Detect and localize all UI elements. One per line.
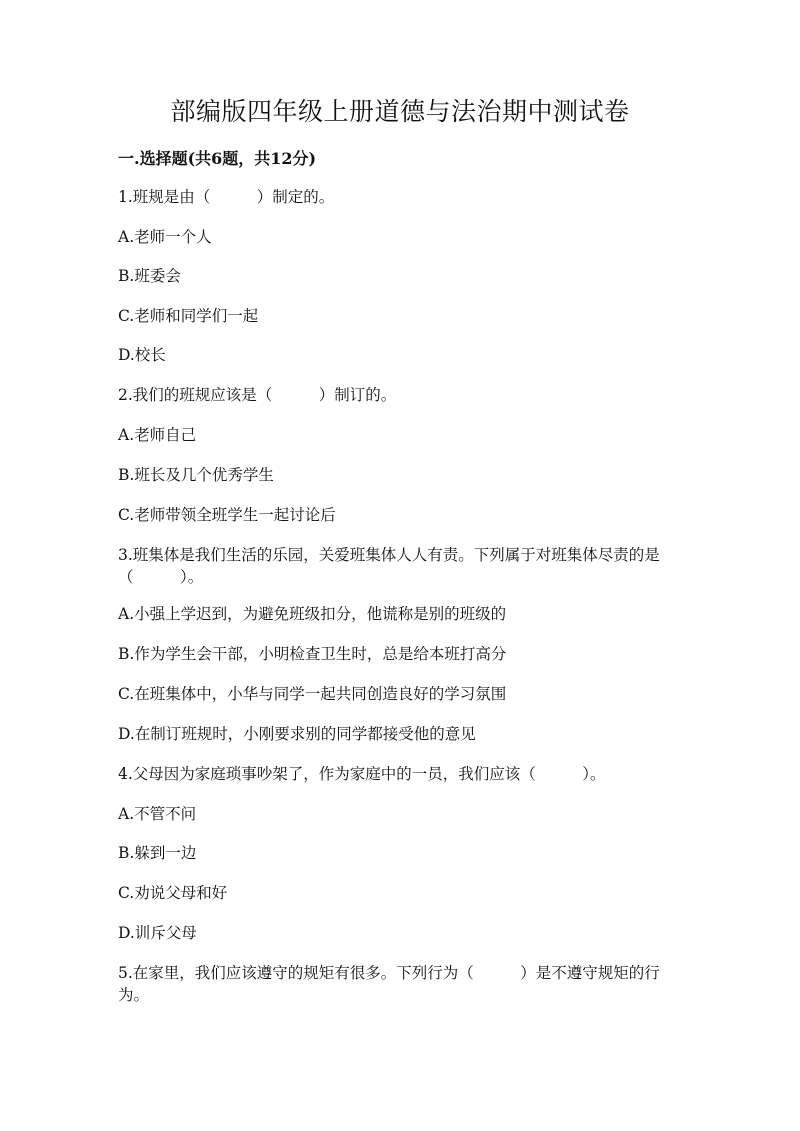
question-3-option-c: C.在班集体中，小华与同学一起共同创造良好的学习氛围 <box>118 685 507 703</box>
question-2-stem: 2.我们的班规应该是（ ）制订的。 <box>118 386 397 404</box>
question-2-option-a: A.老师自己 <box>118 426 197 444</box>
question-1-option-a: A.老师一个人 <box>118 228 212 246</box>
question-4-option-d: D.训斥父母 <box>118 924 197 942</box>
question-3-stem: 3.班集体是我们生活的乐园，关爱班集体人人有责。下列属于对班集体尽责的是（ ）。 <box>118 546 660 586</box>
question-4-stem: 4.父母因为家庭琐事吵架了，作为家庭中的一员，我们应该（ ）。 <box>118 765 606 783</box>
question-1-option-d: D.校长 <box>118 346 166 364</box>
question-4-option-a: A.不管不问 <box>118 805 197 823</box>
question-1-stem: 1.班规是由（ ）制定的。 <box>118 188 335 206</box>
page-title: 部编版四年级上册道德与法治期中测试卷 <box>170 97 630 126</box>
question-4-option-c: C.劝说父母和好 <box>118 884 228 902</box>
question-1-option-c: C.老师和同学们一起 <box>118 307 259 325</box>
question-3-option-b: B.作为学生会干部，小明检查卫生时，总是给本班打高分 <box>118 645 507 663</box>
question-4-option-b: B.躲到一边 <box>118 844 197 862</box>
question-2-option-c: C.老师带领全班学生一起讨论后 <box>118 506 336 524</box>
question-5-stem: 5.在家里，我们应该遵守的规矩有很多。下列行为（ ）是不遵守规矩的行为。 <box>118 964 660 1004</box>
question-2-option-b: B.班长及几个优秀学生 <box>118 466 274 484</box>
question-1-option-b: B.班委会 <box>118 267 181 285</box>
question-3-option-d: D.在制订班规时，小刚要求别的同学都接受他的意见 <box>118 725 476 743</box>
question-3-option-a: A.小强上学迟到，为避免班级扣分，他谎称是别的班级的 <box>118 605 507 623</box>
section-heading: 一.选择题(共6题，共12分) <box>118 149 317 168</box>
